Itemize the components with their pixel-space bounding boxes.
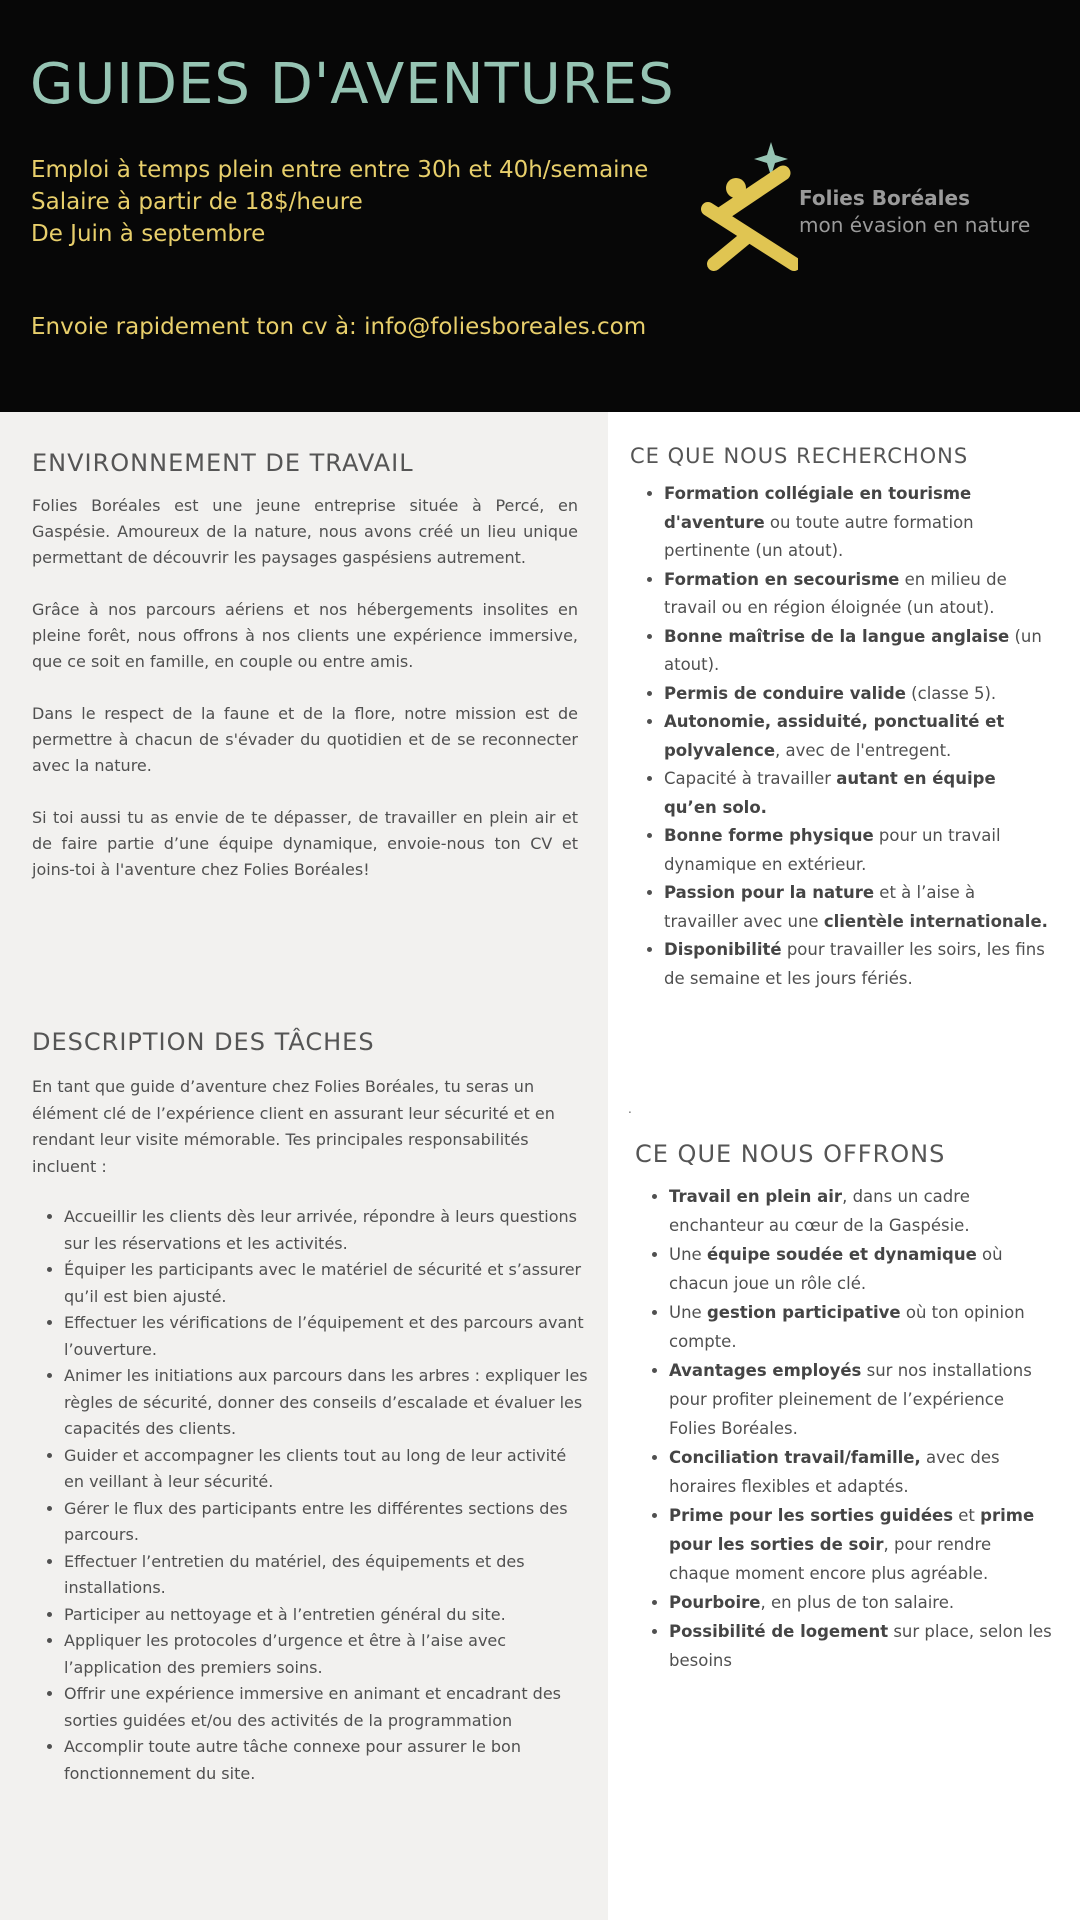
text: , avec de l'entregent. (775, 740, 952, 760)
text: , dans un cadre enchanteur au cœur de la Gaspésie. (669, 1187, 970, 1235)
list-item (664, 879, 1048, 936)
bold-text: Conciliation travail/famille, (669, 1448, 921, 1467)
tasks-list (32, 1204, 588, 1787)
text: (un atout). (664, 626, 1042, 674)
list-item: • Effectuer les vérifications de l’équipement et des parcours avant l’ouverture. (64, 1310, 588, 1363)
list-item: • Gérer le flux des participants entre les différentes sections des parcours. (64, 1496, 588, 1549)
list-item: • Accomplir toute autre tâche connexe pour assurer le bon fonctionnement du site. (64, 1734, 588, 1787)
list-item (664, 936, 1048, 993)
benefits-list (635, 1182, 1053, 1675)
environment-paragraphs (32, 493, 578, 883)
bold-text: Prime pour les sorties guidées (669, 1506, 954, 1525)
bold-text: équipe soudée et dynamique (706, 1245, 977, 1264)
bold-text: autant en équipe qu’en solo. (664, 769, 996, 817)
text: ou toute autre formation pertinente (un atout). (664, 512, 974, 560)
bold-text: gestion participative (706, 1303, 901, 1322)
text: pour travailler les soirs, les fins de semaine et les jours fériés. (664, 940, 1045, 988)
list-item (664, 623, 1048, 680)
company-logo (686, 142, 1060, 272)
adventurer-star-icon (686, 142, 798, 272)
bold-text: Bonne maîtrise de la langue anglaise (664, 626, 1010, 646)
bold-text: clientèle internationale. (823, 911, 1048, 931)
text: (classe 5). (905, 683, 997, 703)
work-environment-section (32, 449, 578, 909)
logo-tagline: mon évasion en nature (799, 213, 1031, 237)
bold-text: Pourboire (669, 1593, 761, 1612)
trailing-mark: . (628, 1102, 632, 1116)
apply-call-to-action: Envoie rapidement ton cv à: info@foliesboreales.com (31, 314, 647, 340)
page-title: GUIDES D'AVENTURES (30, 52, 675, 117)
list-item (664, 566, 1048, 623)
text: , en plus de ton salaire. (760, 1593, 955, 1612)
job-season: De Juin à septembre (31, 221, 266, 247)
text: pour un travail dynamique en extérieur. (664, 826, 1001, 874)
list-item: • Effectuer l’entretien du matériel, des équipements et des installations. (64, 1549, 588, 1602)
text: Une (669, 1303, 707, 1322)
bold-text: Disponibilité (664, 940, 782, 959)
section-title: DESCRIPTION DES TÂCHES (32, 1028, 375, 1056)
text: et à l’aise à travailler avec une (664, 883, 976, 931)
logo-name: Folies Boréales (799, 186, 970, 210)
list-item: • Équiper les participants avec le matériel de sécurité et s’assurer qu’il est bien ajusté. (64, 1257, 588, 1310)
bold-text: Formation collégiale en tourisme d'aventure (664, 484, 972, 532)
text: Capacité à travailler (664, 769, 837, 788)
text: Une (669, 1245, 707, 1264)
list-item (669, 1617, 1053, 1675)
job-info (31, 154, 648, 250)
text: où ton opinion compte. (669, 1303, 1025, 1351)
section-title: CE QUE NOUS OFFRONS (635, 1140, 946, 1168)
text: et (953, 1506, 981, 1525)
task-description-section (32, 1028, 588, 1787)
paragraph: Dans le respect de la faune et de la flore, notre mission est de permettre à chacun de s'évader du quotidien et de se reconnecter avec la nature. (32, 704, 578, 775)
bold-text: prime pour les sorties de soir (669, 1506, 1035, 1554)
list-item (664, 708, 1048, 765)
bold-text: Bonne forme physique (664, 826, 874, 845)
list-item (664, 480, 1048, 566)
job-schedule: Emploi à temps plein entre entre 30h et 40h/semaine (31, 157, 649, 183)
list-item: • Accueillir les clients dès leur arrivée, répondre à leurs questions sur les réservations et les activités. (64, 1204, 588, 1257)
bold-text: Avantages employés (669, 1361, 862, 1380)
list-item: • Offrir une expérience immersive en animant et encadrant des sorties guidées et/ou des activités de la programmation (64, 1681, 588, 1734)
text: , pour rendre chaque moment encore plus agréable. (669, 1535, 992, 1583)
header-banner (0, 0, 1080, 412)
requirements-list (630, 480, 1048, 993)
paragraph: Folies Boréales est une jeune entreprise située à Percé, en Gaspésie. Amoureux de la nature, nous avons créé un lieu unique permettant de découvrir les paysages gaspésiens autrement. (32, 496, 578, 567)
list-item (664, 680, 1048, 709)
text: où chacun joue un rôle clé. (669, 1245, 1003, 1293)
list-item (669, 1240, 1053, 1298)
section-title: ENVIRONNEMENT DE TRAVAIL (32, 449, 414, 477)
bold-text: Passion pour la nature (664, 883, 875, 902)
requirements-section (630, 444, 1048, 993)
text: sur place, selon les besoins (669, 1622, 1052, 1670)
list-item: • Guider et accompagner les clients tout au long de leur activité en veillant à leur sécurité. (64, 1443, 588, 1496)
list-item (669, 1501, 1053, 1588)
list-item (669, 1356, 1053, 1443)
text: sur nos installations pour profiter pleinement de l’expérience Folies Boréales. (669, 1361, 1032, 1438)
bold-text: Formation en secourisme (664, 569, 900, 589)
list-item: • Appliquer les protocoles d’urgence et être à l’aise avec l’application des premiers soins. (64, 1628, 588, 1681)
paragraph: Si toi aussi tu as envie de te dépasser, de travailler en plein air et de faire partie d’une équipe dynamique, envoie-nous ton CV et joins-toi à l'aventure chez Folies Boréales! (32, 808, 578, 879)
job-salary: Salaire à partir de 18$/heure (31, 189, 363, 215)
list-item (669, 1588, 1053, 1617)
paragraph: Grâce à nos parcours aériens et nos hébergements insolites en pleine forêt, nous offrons à nos clients une expérience immersive, que ce soit en famille, en couple ou entre amis. (32, 600, 578, 671)
list-item (669, 1298, 1053, 1356)
section-title: CE QUE NOUS RECHERCHONS (630, 444, 969, 468)
right-column (608, 412, 1080, 1920)
list-item: • Animer les initiations aux parcours dans les arbres : expliquer les règles de sécurité, donner des conseils d’escalade et évaluer les capacités des clients. (64, 1363, 588, 1443)
list-item (664, 765, 1048, 822)
left-column (0, 412, 608, 1920)
text: avec des horaires flexibles et adaptés. (669, 1448, 1000, 1496)
text: en milieu de travail ou en région éloignée (un atout). (664, 569, 1007, 617)
bold-text: Permis de conduire valide (664, 683, 906, 703)
bold-text: Autonomie, assiduité, ponctualité et polyvalence (664, 712, 1005, 760)
list-item (664, 822, 1048, 879)
benefits-section (635, 1140, 1053, 1675)
bold-text: Possibilité de logement (669, 1622, 889, 1641)
tasks-intro: En tant que guide d’aventure chez Folies Boréales, tu seras un élément clé de l’expérience client en assurant leur sécurité et en rendant leur visite mémorable. Tes principales responsabilités incluent : (32, 1077, 555, 1176)
list-item (669, 1182, 1053, 1240)
list-item: • Participer au nettoyage et à l’entretien général du site. (64, 1602, 588, 1629)
list-item (669, 1443, 1053, 1501)
bold-text: Travail en plein air (669, 1187, 843, 1206)
